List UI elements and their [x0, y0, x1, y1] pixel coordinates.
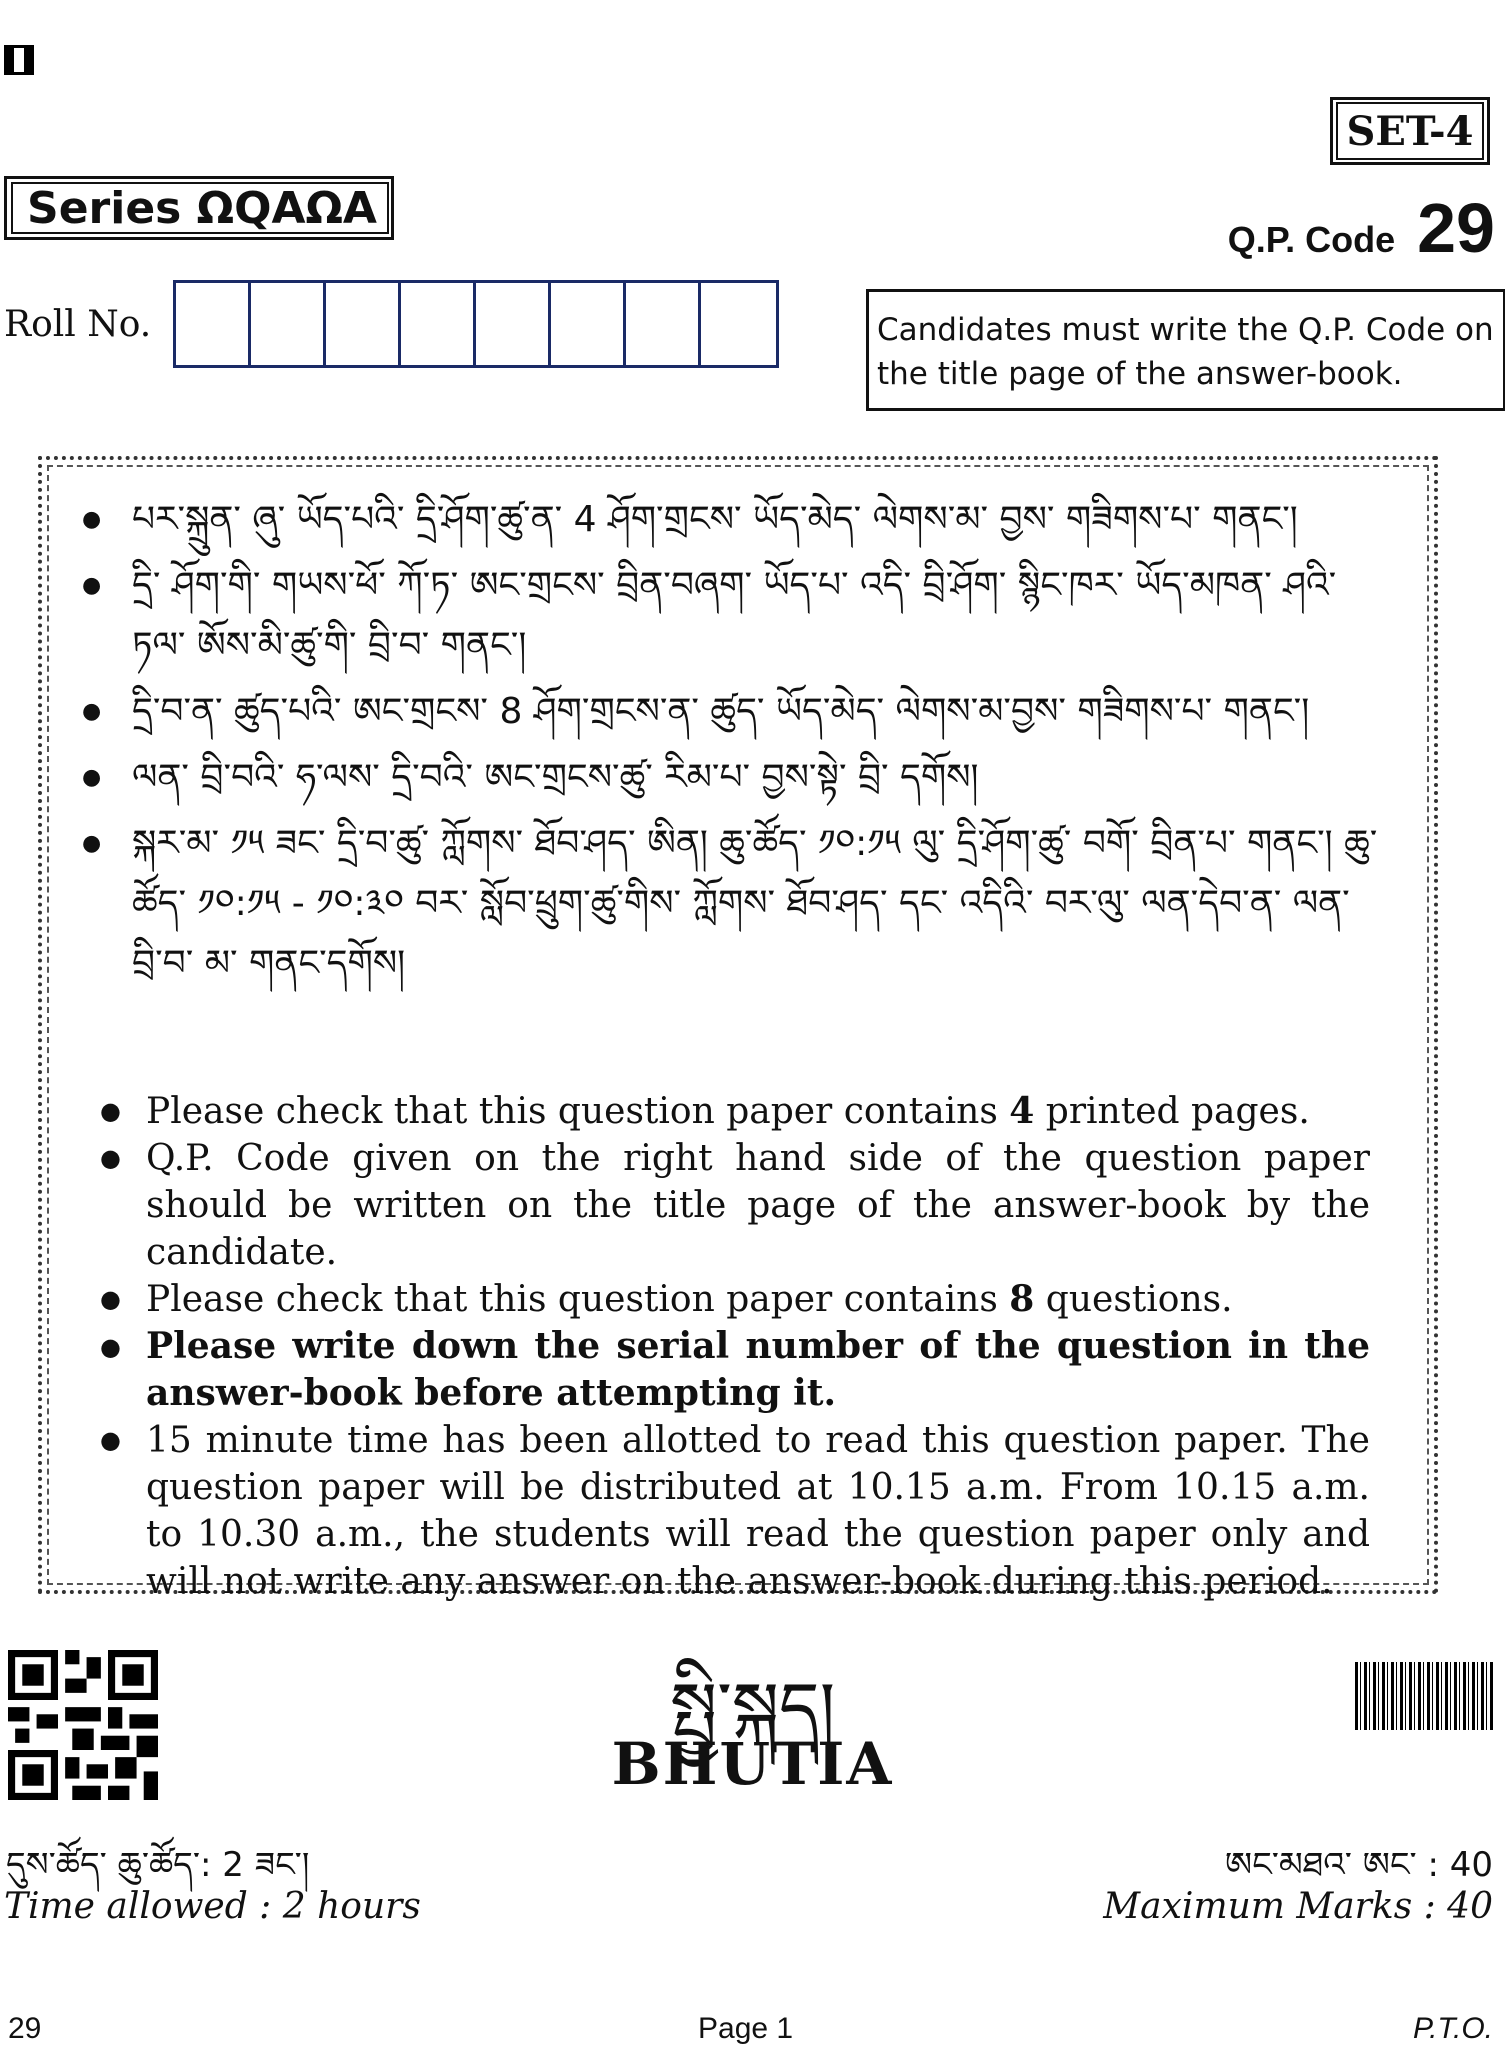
tibetan-instruction: ● པར་སྐྲུན་ ཞུ་ ཡོད་པའི་ དྲི་ཤོག་ཚུ་ན་ 4 ཤོག་གྲངས་ ཡོད་མེད་ ལེགས་མ་ བྱས་ གཟིགས་པ་ གནང་། [82, 490, 1382, 550]
qp-code-label: Q.P. Code [1227, 219, 1396, 260]
time-allowed-tibetan: དུས་ཚོད་ ཆུ་ཚོད་: 2 ཟང་། [6, 1845, 310, 1885]
roll-digit-box[interactable] [701, 283, 776, 365]
tibetan-instructions [82, 490, 1382, 1000]
roll-digit-box[interactable] [176, 283, 251, 365]
footer-page: Page 1 [698, 2012, 794, 2045]
maximum-marks-tibetan: ཨང་མཐའ་ ཨང་ : 40 [1224, 1845, 1493, 1885]
footer-code: 29 [8, 2012, 42, 2045]
subject-title-tibetan: སྤྱི་སྐད། [669, 1667, 836, 1749]
english-instruction: ● Please check that this question paper contains 8 questions. [100, 1278, 1233, 1320]
roll-digit-box[interactable] [401, 283, 476, 365]
instruction-text: questions. [1034, 1279, 1233, 1320]
tibetan-instruction: ● ལན་ བྲི་བའི་ ཧ་ལས་ དྲི་བའི་ ཨང་གྲངས་ཚུ་ རིམ་པ་ བྱས་སྟེ་ བྲི་ དགོས། [82, 748, 1382, 808]
series-box [4, 176, 394, 240]
time-allowed: Time allowed : 2 hours [4, 1886, 421, 1927]
candidate-note: Candidates must write the Q.P. Code on the title page of the answer-book. [866, 289, 1505, 411]
instruction-bold: 4 [1009, 1090, 1035, 1132]
tibetan-instruction: ● སྐར་མ་ ༡༥ ཟང་ དྲི་བ་ཚུ་ ཀློགས་ ཐོབ་ཤད་ ཨིན། ཆུ་ཚོད་ ༡༠:༡༥ ལུ་ དྲི་ཤོག་ཚུ་ བགོ་ བྲིན་པ་ གནང་། ཆུ་ཚོད་ ༡༠:༡༥ - ༡༠:༣༠ བར་ སློབ་ཕྲུག་ཚུ་གིས་ ཀློགས་ ཐོབ་ཤད་ དང་ འདིའི་ བར་ལུ་ ལན་དེབ་ན་ ལན་ བྲི་བ་ མ་ གནང་དགོས། [82, 814, 1382, 994]
roll-number-label: Roll No. [4, 303, 152, 345]
instruction-text: Q.P. Code given on the right hand side of the question paper should be written on the title page of the answer-book by the candidate. [146, 1138, 1370, 1273]
qp-code [1228, 188, 1495, 268]
roll-digit-box[interactable] [551, 283, 626, 365]
instruction-text: printed pages. [1034, 1091, 1310, 1132]
set-number: SET-4 [1336, 102, 1484, 160]
instruction-bold: 8 [1009, 1278, 1035, 1320]
maximum-marks: Maximum Marks : 40 [1103, 1886, 1493, 1927]
roll-digit-box[interactable] [251, 283, 326, 365]
instruction-text: Please check that this question paper contains [146, 1279, 1010, 1320]
instruction-bold: Please write down the serial number of the question in the answer-book before attempting it. [146, 1325, 1370, 1414]
footer-pto: P.T.O. [1412, 2012, 1493, 2045]
roll-number [4, 280, 779, 368]
tibetan-instruction: ● དྲི་བ་ན་ ཚུད་པའི་ ཨང་གྲངས་ 8 ཤོག་གྲངས་ན་ ཚུད་ ཡོད་མེད་ ལེགས་མ་བྱས་ གཟིགས་པ་ གནང་། [82, 682, 1382, 742]
instruction-text: 15 minute time has been allotted to read this question paper. The question paper will be distributed at 10.15 a.m. From 10.15 a.m. to 10.30 a.m., the students will read the question paper only and will not write any answer on the answer-book during this period. [146, 1420, 1370, 1602]
english-instruction: ● Please check that this question paper contains 4 printed pages. [100, 1090, 1310, 1132]
english-instructions [100, 1088, 1370, 1605]
english-instruction: ● 15 minute time has been allotted to read this question paper. The question paper will be distributed at 10.15 a.m. From 10.15 a.m. to 10.30 a.m., the students will read the question paper only and will not write any answer on the answer-book during this period. [100, 1417, 1370, 1605]
tibetan-instruction: ● དྲི་ ཤོག་གི་ གཡས་ཕོ་ ཀོ་ཏ་ ཨང་གྲངས་ བྲིན་བཞག་ ཡོད་པ་ འདི་ བྲི་ཤོག་ སྙིང་ཁར་ ཡོད་མཁན་ ཤའི་ཏལ་ ཨོས་མི་ཚུ་གི་ བྲི་བ་ གནང་། [82, 556, 1382, 676]
series-label: Series ΩQAΩA [11, 182, 389, 234]
english-instruction: ● Please write down the serial number of the question in the answer-book before attempting it. [100, 1323, 1370, 1417]
subject-title: BHUTIA [611, 1730, 894, 1798]
roll-digit-box[interactable] [476, 283, 551, 365]
roll-number-boxes[interactable] [173, 280, 779, 368]
instruction-text: Please check that this question paper contains [146, 1091, 1010, 1132]
set-number-box [1330, 97, 1490, 165]
roll-digit-box[interactable] [326, 283, 401, 365]
small-qr-code [4, 45, 34, 75]
english-instruction: ● Q.P. Code given on the right hand side of the question paper should be written on the title page of the answer-book by the candidate. [100, 1135, 1370, 1276]
qp-code-value: 29 [1417, 189, 1495, 267]
roll-digit-box[interactable] [626, 283, 701, 365]
